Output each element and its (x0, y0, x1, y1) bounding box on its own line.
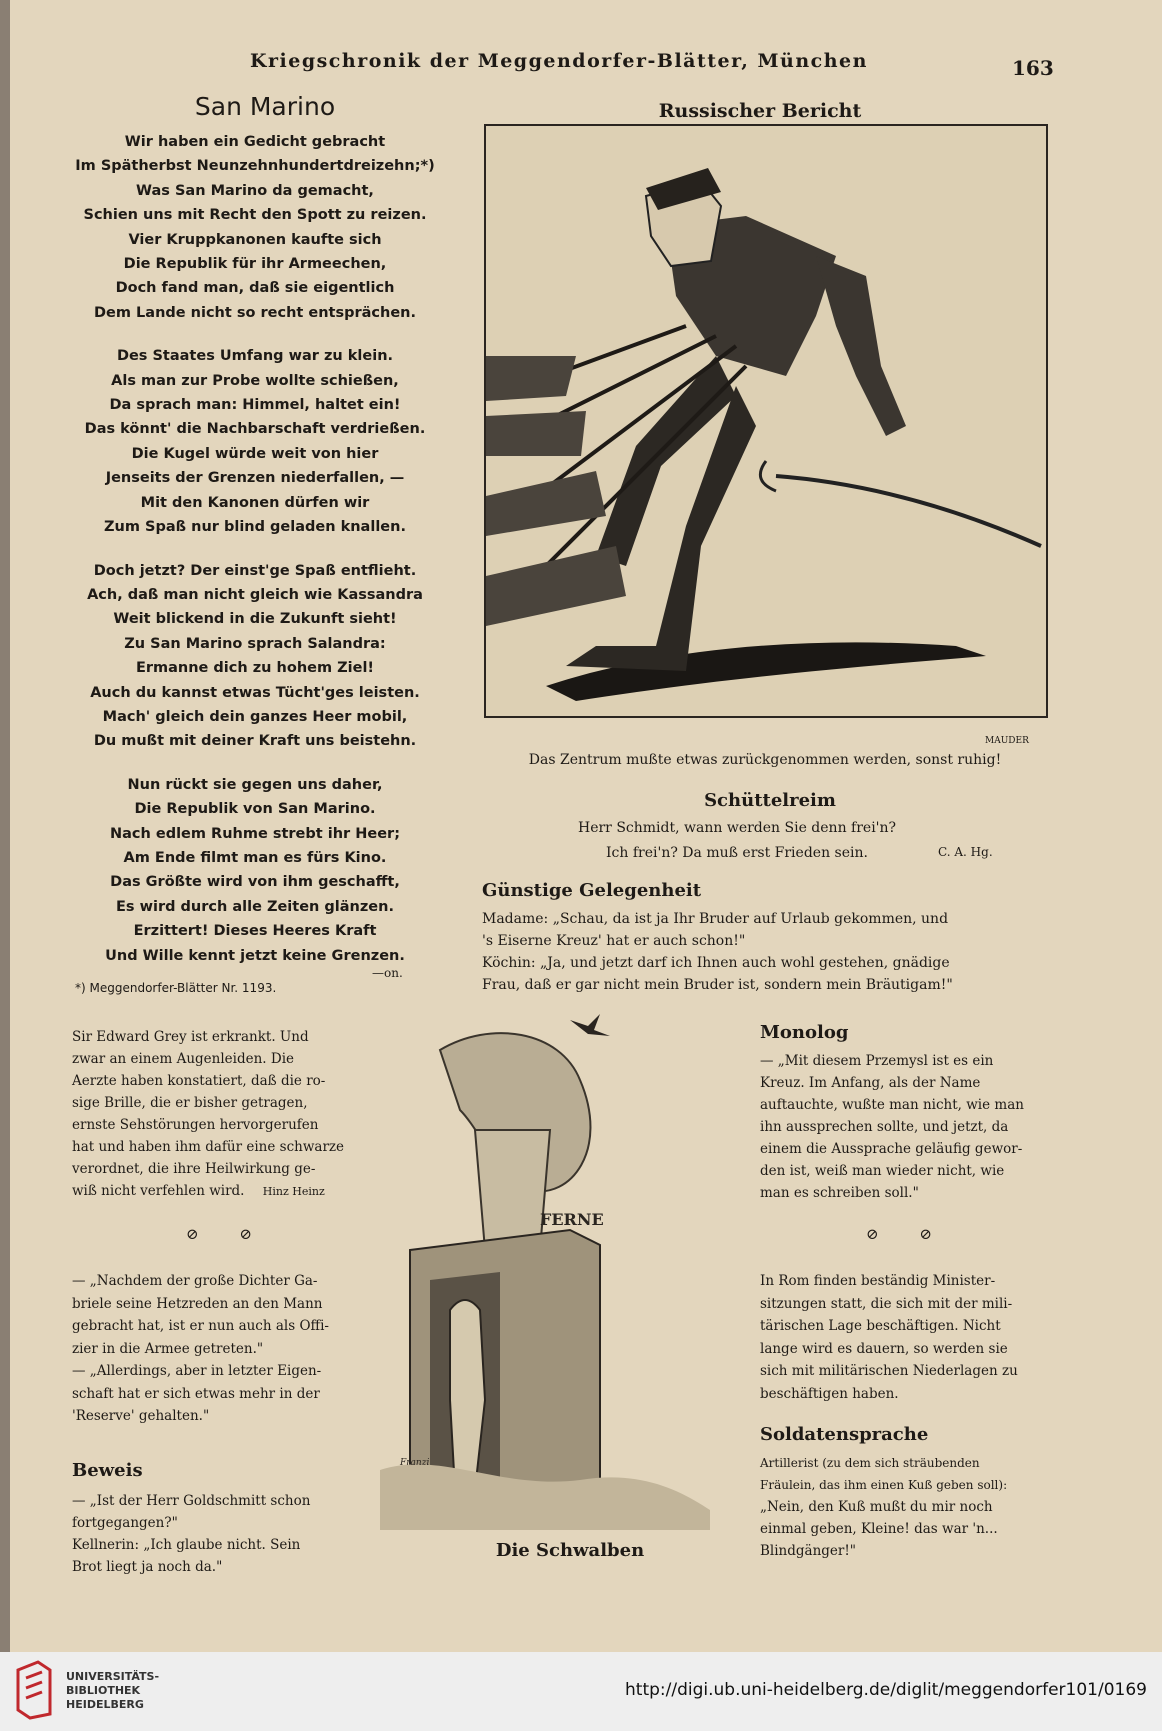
dichter-line: — „Allerdings, aber in letzter Eigen- (72, 1363, 322, 1379)
poem-line: Des Staates Umfang war zu klein. (116, 348, 394, 365)
poem-line: Und Wille kennt jetzt keine Grenzen. (105, 947, 405, 964)
cartoon-illustration (486, 126, 1046, 716)
beweis-line: fortgegangen?" (72, 1515, 178, 1531)
library-name (66, 1670, 159, 1712)
monolog-line: Kreuz. Im Anfang, als der Name (760, 1075, 981, 1091)
officer-arm (816, 256, 906, 436)
poem-line: Doch jetzt? Der einst'ge Spaß entflieht. (93, 562, 417, 579)
poem-line: Am Ende filmt man es fürs Kino. (123, 849, 387, 866)
monolog-line: auftauchte, wußte man nicht, wie man (760, 1097, 1024, 1113)
poem-san-marino (70, 130, 440, 987)
grey-text (72, 1026, 344, 1203)
soldatensprache-text (760, 1452, 1007, 1562)
grey-line: verordnet, die ihre Heilwirkung ge- (72, 1161, 316, 1177)
monolog-text (760, 1050, 1024, 1204)
cartoon-artist: MAUDER (985, 736, 1029, 746)
divider-ornament: ⊘ ⊘ (186, 1225, 270, 1243)
rom-line: tärischen Lage beschäftigen. Nicht (760, 1318, 1001, 1334)
poem-line: Die Republik für ihr Armeechen, (123, 256, 387, 273)
poem-signature: —on. (372, 966, 403, 980)
monolog-line: den ist, weiß man wieder nicht, wie (760, 1163, 1005, 1179)
poem-line: Dem Lande nicht so recht entsprächen. (94, 304, 416, 321)
poem-line: Wir haben ein Gedicht gebracht (124, 134, 386, 150)
dichter-line: gebracht hat, ist er nun auch als Offi- (72, 1318, 329, 1334)
library-name-line: UNIVERSITÄTS- (66, 1670, 160, 1683)
soldatensprache-line: einmal geben, Kleine! das war 'n... (760, 1521, 998, 1537)
poem-line: Du mußt mit deiner Kraft uns beistehn. (93, 733, 417, 750)
cartoon-frame (484, 124, 1048, 718)
poem-stanza (70, 130, 440, 325)
library-logo-icon (14, 1660, 54, 1720)
dichter-text (72, 1270, 329, 1428)
schuettelreim-title: Schüttelreim (704, 790, 836, 811)
poem-line: Jenseits der Grenzen niederfallen, — (105, 470, 405, 487)
gelegenheit-text (482, 908, 953, 996)
divider-ornament-right: ⊘ ⊘ (866, 1225, 950, 1243)
beweis-line: Brot liegt ja noch da." (72, 1559, 223, 1575)
page-number: 163 (1012, 56, 1054, 80)
running-header: Kriegschronik der Meggendorfer-Blätter, München (250, 50, 868, 72)
grey-line: hat und haben ihm dafür eine schwarze (72, 1139, 344, 1155)
gelegenheit-line: Frau, daß er gar nicht mein Bruder ist, sondern mein Bräutigam!" (482, 977, 953, 993)
library-name-line: HEIDELBERG (66, 1698, 144, 1711)
cartoon-title: Russischer Bericht (658, 100, 862, 122)
poem-line: Schien uns mit Recht den Spott zu reizen. (83, 207, 427, 224)
gelegenheit-title: Günstige Gelegenheit (482, 880, 702, 901)
rom-line: lange wird es dauern, so werden sie (760, 1340, 1008, 1357)
source-url-link[interactable]: http://digi.ub.uni-heidelberg.de/diglit/meggendorfer101/0169 (625, 1680, 1147, 1700)
schuettelreim-line: Ich frei'n? Da muß erst Frieden sein. (606, 845, 868, 861)
scan-edge (0, 0, 10, 1652)
beweis-text (72, 1490, 310, 1578)
gelegenheit-line: Köchin: „Ja, und jetzt darf ich Ihnen auch wohl gestehen, gnädige (482, 955, 950, 971)
rom-line: beschäftigen haben. (760, 1385, 899, 1402)
poem-line: Auch du kannst etwas Tücht'ges leisten. (90, 684, 420, 701)
soldatensprache-line: Blindgänger!" (760, 1543, 856, 1559)
grey-line: zwar an einem Augenleiden. Die (72, 1051, 295, 1067)
poem-line: Im Spätherbst Neunzehnhundertdreizehn;*) (75, 158, 435, 175)
rom-line: sitzungen statt, die sich mit der mili- (760, 1295, 1013, 1312)
monolog-line: ihn aussprechen sollte, und jetzt, da (760, 1119, 1009, 1135)
grey-line: wiß nicht verfehlen wird. (72, 1183, 245, 1199)
dichter-line: zier in die Armee getreten." (72, 1340, 264, 1357)
poem-line: Erzittert! Dieses Heeres Kraft (133, 923, 377, 940)
dichter-line: 'Reserve' gehalten." (72, 1408, 210, 1424)
grey-line: ernste Sehstörungen hervorgerufen (72, 1117, 319, 1133)
poem-line: Die Republik von San Marino. (134, 801, 376, 818)
gelegenheit-line: 's Eiserne Kreuz' hat er auch schon!" (482, 933, 746, 949)
poem-line: Ach, daß man nicht gleich wie Kassandra (87, 586, 423, 603)
monolog-line: einem die Aussprache geläufig gewor- (760, 1141, 1023, 1157)
dichter-line: — „Nachdem der große Dichter Ga- (72, 1273, 318, 1289)
poem-line: Das Größte wird von ihm geschafft, (110, 874, 400, 891)
poem-title: San Marino (194, 92, 336, 121)
poem-line: Mach' gleich dein ganzes Heer mobil, (102, 708, 408, 725)
sign-text: FERNE (540, 1210, 604, 1229)
poem-stanza (70, 559, 440, 754)
schwalben-illustration (380, 1010, 710, 1530)
soldier-arms (486, 356, 626, 626)
poem-line: Zu San Marino sprach Salandra: (124, 635, 386, 652)
soldatensprache-line: „Nein, den Kuß mußt du mir noch (760, 1499, 993, 1515)
dichter-line: briele seine Hetzreden an den Mann (72, 1295, 323, 1312)
schuettelreim-line: Herr Schmidt, wann werden Sie denn frei'n? (578, 820, 897, 836)
grey-line: sige Brille, die er bisher getragen, (72, 1095, 308, 1111)
monolog-line: — „Mit diesem Przemysl ist es ein (760, 1053, 994, 1069)
poem-line: Die Kugel würde weit von hier (131, 445, 379, 462)
rom-line: In Rom finden beständig Minister- (760, 1273, 996, 1289)
poem-line: Mit den Kanonen dürfen wir (140, 494, 370, 511)
beweis-title: Beweis (72, 1460, 143, 1481)
monolog-title: Monolog (760, 1022, 849, 1043)
schwalben-artist: Franzi (400, 1458, 430, 1468)
poem-line: Es wird durch alle Zeiten glänzen. (116, 898, 394, 915)
soldatensprache-line: Artillerist (zu dem sich sträubenden (760, 1456, 980, 1470)
dichter-line: schaft hat er sich etwas mehr in der (72, 1385, 320, 1402)
poem-line: Vier Kruppkanonen kaufte sich (128, 231, 382, 248)
grey-line: Aerzte haben konstatiert, daß die ro- (72, 1073, 326, 1089)
cartoon-caption: Das Zentrum mußte etwas zurückgenommen werden, sonst ruhig! (528, 752, 1002, 768)
poem-line: Das könnt' die Nachbarschaft verdrießen. (84, 421, 426, 438)
schwalben-caption: Die Schwalben (495, 1540, 645, 1561)
beweis-line: Kellnerin: „Ich glaube nicht. Sein (72, 1537, 301, 1553)
schuettelreim-text (578, 816, 896, 866)
beweis-line: — „Ist der Herr Goldschmitt schon (72, 1493, 311, 1509)
poem-line: Zum Spaß nur blind geladen knallen. (104, 519, 406, 536)
poem-line: Was San Marino da gemacht, (136, 182, 374, 199)
column (475, 1130, 550, 1250)
poem-stanza (70, 773, 440, 968)
poem-line: Doch fand man, daß sie eigentlich (115, 280, 395, 297)
poem-line: Weit blickend in die Zukunft sieht! (113, 611, 397, 628)
poem-line: Nun rückt sie gegen uns daher, (127, 776, 383, 793)
grey-signature: Hinz Heinz (262, 1185, 325, 1198)
schuettelreim-signature: C. A. Hg. (938, 845, 993, 859)
poem-stanza (70, 344, 440, 539)
gelegenheit-line: Madame: „Schau, da ist ja Ihr Bruder auf Urlaub gekommen, und (482, 911, 949, 927)
sabre-hilt (760, 461, 776, 491)
grey-line: Sir Edward Grey ist erkrankt. Und (72, 1029, 309, 1045)
poem-line: Als man zur Probe wollte schießen, (111, 372, 399, 389)
library-name-line: BIBLIOTHEK (66, 1684, 141, 1697)
soldatensprache-line: Fräulein, das ihm einen Kuß geben soll): (760, 1478, 1008, 1492)
rom-line: sich mit militärischen Niederlagen zu (760, 1363, 1018, 1379)
rom-text (760, 1270, 1018, 1405)
monolog-line: man es schreiben soll." (760, 1185, 919, 1201)
poem-footnote: *) Meggendorfer-Blätter Nr. 1193. (75, 981, 277, 995)
poem-line: Da sprach man: Himmel, haltet ein! (109, 397, 401, 414)
poem-line: Nach edlem Ruhme strebt ihr Heer; (109, 825, 400, 842)
poem-line: Ermanne dich zu hohem Ziel! (135, 660, 375, 677)
soldatensprache-title: Soldatensprache (760, 1424, 929, 1445)
sabre (776, 476, 1041, 546)
swallow (570, 1014, 610, 1036)
grey-line-last (72, 1180, 344, 1203)
